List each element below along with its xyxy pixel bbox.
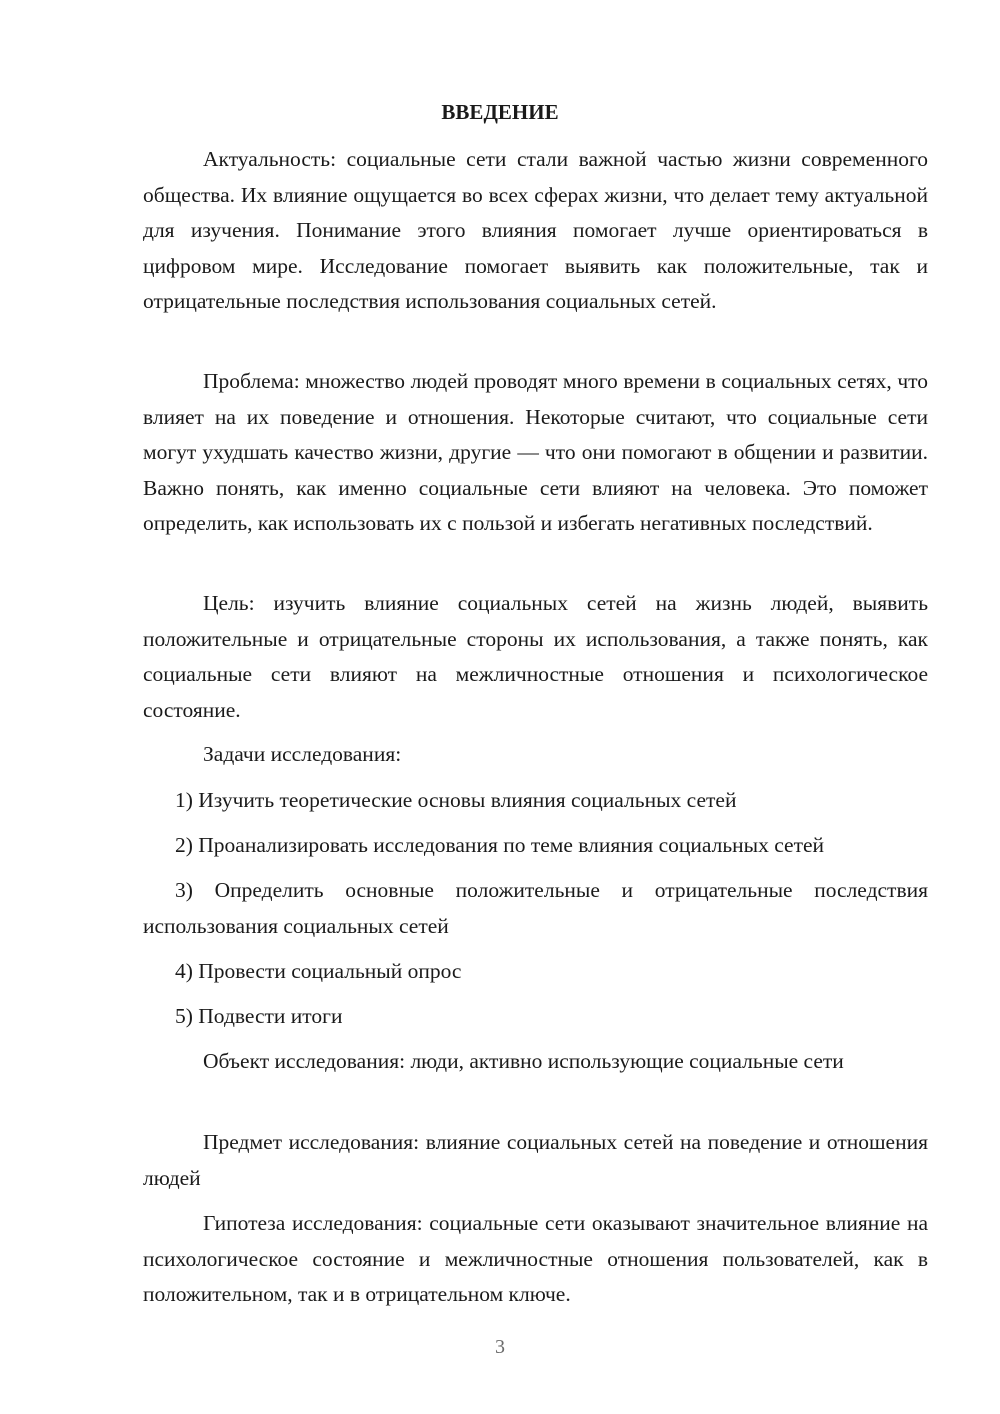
paragraph-relevance: Актуальность: социальные сети стали важной частью жизни современного общества. Их влияние ощущается во всех сферах жизни, что делает тему актуальной для изучения. Понимание этого влияния помогает лучше ориентироваться в цифровом мире. Исследование помогает выявить как положительные, так и отрицательные последствия использования социальных сетей. xyxy=(143,147,928,313)
task-item-5: 5) Подвести итоги xyxy=(175,1004,343,1028)
paragraph-hypothesis: Гипотеза исследования: социальные сети оказывают значительное влияние на психологическое состояние и межличностные отношения пользователей, как в положительном, так и в отрицательном ключе. xyxy=(143,1211,928,1306)
task-item-4: 4) Провести социальный опрос xyxy=(175,959,462,983)
task-item-3: 3) Определить основные положительные и отрицательные последствия использования социальных сетей xyxy=(143,878,928,938)
page-number: 3 xyxy=(495,1336,505,1358)
paragraph-subject: Предмет исследования: влияние социальных сетей на поведение и отношения людей xyxy=(143,1130,928,1190)
task-item-1: 1) Изучить теоретические основы влияния социальных сетей xyxy=(175,788,737,812)
tasks-title: Задачи исследования: xyxy=(203,742,402,766)
paragraph-object: Объект исследования: люди, активно использующие социальные сети xyxy=(203,1049,844,1073)
task-item-2: 2) Проанализировать исследования по теме влияния социальных сетей xyxy=(175,833,825,857)
page-heading: ВВЕДЕНИЕ xyxy=(441,100,559,124)
paragraph-goal: Цель: изучить влияние социальных сетей на жизнь людей, выявить положительные и отрицательные стороны их использования, а также понять, как социальные сети влияют на межличностные отношения и психологическое состояние. xyxy=(143,591,928,722)
paragraph-problem: Проблема: множество людей проводят много времени в социальных сетях, что влияет на их поведение и отношения. Некоторые считают, что социальные сети могут ухудшать качество жизни, другие — что они помогают в общении и развитии. Важно понять, как именно социальные сети влияют на человека. Это поможет определить, как использовать их с пользой и избегать негативных последствий. xyxy=(143,369,928,535)
